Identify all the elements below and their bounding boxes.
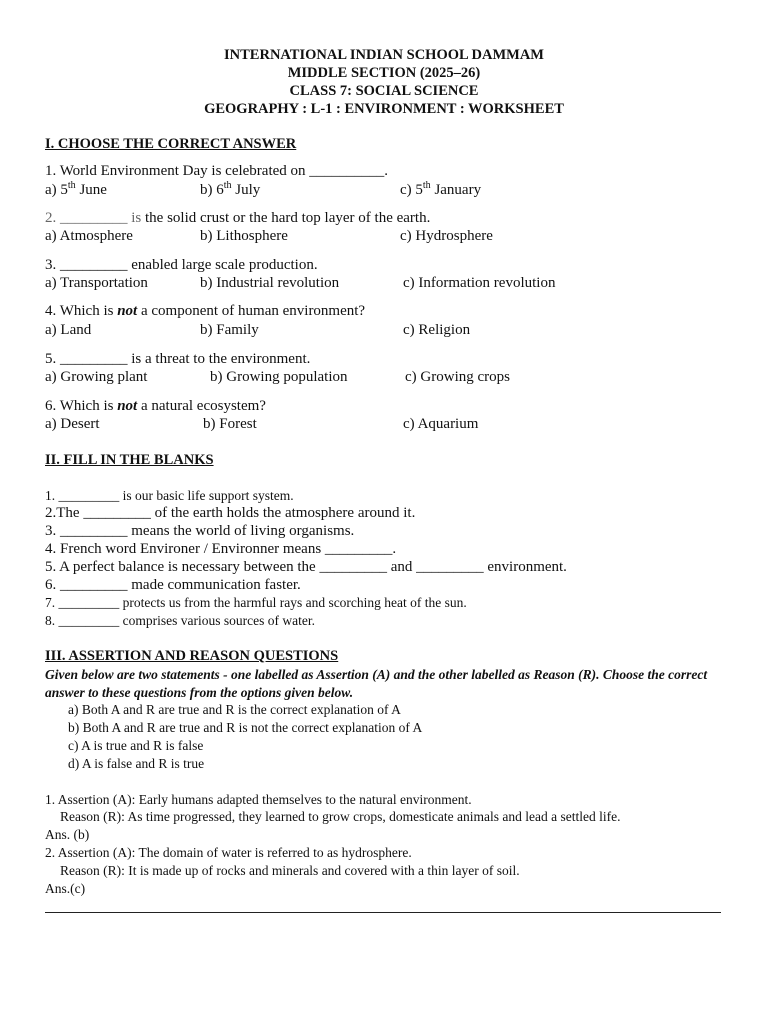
worksheet-header bbox=[0, 46, 768, 118]
subject-title: GEOGRAPHY : L-1 : ENVIRONMENT : WORKSHEET bbox=[204, 101, 564, 117]
q6-option-b: b) Forest bbox=[203, 416, 257, 432]
q3-option-a: a) Transportation bbox=[45, 275, 148, 291]
q4-option-a: a) Land bbox=[45, 322, 92, 338]
ar-q2-answer: Ans.(c) bbox=[45, 881, 86, 896]
q3-option-c: c) Information revolution bbox=[403, 275, 556, 291]
fill-blank-5: 5. A perfect balance is necessary between the _________ and _________ environment. bbox=[45, 559, 567, 575]
q2-option-b: b) Lithosphere bbox=[200, 228, 288, 244]
fill-blank-1: 1. _________ is our basic life support system. bbox=[45, 488, 294, 503]
q6-text: 6. Which is not a natural ecosystem? bbox=[45, 398, 266, 414]
q6-option-a: a) Desert bbox=[45, 416, 100, 432]
ar-option-a: a) Both A and R are true and R is the correct explanation of A bbox=[68, 702, 401, 717]
q3-option-b: b) Industrial revolution bbox=[200, 275, 340, 291]
ar-option-c: c) A is true and R is false bbox=[68, 738, 204, 753]
school-name: INTERNATIONAL INDIAN SCHOOL DAMMAM bbox=[224, 47, 544, 63]
bottom-rule bbox=[45, 912, 721, 913]
ar-q1-reason: Reason (R): As time progressed, they learned to grow crops, domesticate animals and lead a settled life. bbox=[60, 809, 621, 824]
section2-title: II. FILL IN THE BLANKS bbox=[45, 452, 214, 468]
ar-q1-answer: Ans. (b) bbox=[45, 827, 90, 842]
q2-option-a: a) Atmosphere bbox=[45, 228, 133, 244]
fill-blank-3: 3. _________ means the world of living organisms. bbox=[45, 523, 355, 539]
q5-option-a: a) Growing plant bbox=[45, 369, 148, 385]
q5-text: 5. _________ is a threat to the environment. bbox=[45, 351, 311, 367]
fill-blank-2: 2.The _________ of the earth holds the atmosphere around it. bbox=[45, 505, 416, 521]
q4-option-c: c) Religion bbox=[403, 322, 471, 338]
fill-blank-7: 7. _________ protects us from the harmful rays and scorching heat of the sun. bbox=[45, 595, 467, 610]
q3-text: 3. _________ enabled large scale production. bbox=[45, 257, 318, 273]
section3-title: III. ASSERTION AND REASON QUESTIONS bbox=[45, 648, 339, 664]
ar-option-b: b) Both A and R are true and R is not the correct explanation of A bbox=[68, 720, 423, 735]
q1-option-b: b) 6th July bbox=[200, 180, 261, 198]
q1-option-a: a) 5th June bbox=[45, 180, 107, 198]
ar-q2-assertion: 2. Assertion (A): The domain of water is referred to as hydrosphere. bbox=[45, 845, 412, 860]
q6-option-c: c) Aquarium bbox=[403, 416, 479, 432]
q5-option-c: c) Growing crops bbox=[405, 369, 510, 385]
q2-option-c: c) Hydrosphere bbox=[400, 228, 493, 244]
section1-title: I. CHOOSE THE CORRECT ANSWER bbox=[45, 136, 297, 152]
q1-option-c: c) 5th January bbox=[400, 180, 482, 198]
fill-blank-4: 4. French word Environer / Environner means _________. bbox=[45, 541, 397, 557]
class-name: CLASS 7: SOCIAL SCIENCE bbox=[289, 83, 479, 99]
q1-text: 1. World Environment Day is celebrated on __________. bbox=[45, 163, 389, 179]
ar-option-d: d) A is false and R is true bbox=[68, 756, 205, 771]
ar-q1-assertion: 1. Assertion (A): Early humans adapted themselves to the natural environment. bbox=[45, 792, 472, 807]
q4-text: 4. Which is not a component of human environment? bbox=[45, 303, 366, 319]
q5-option-b: b) Growing population bbox=[210, 369, 348, 385]
q2-text: 2. _________ is the solid crust or the hard top layer of the earth. bbox=[45, 210, 431, 226]
assertion-instruction: Given below are two statements - one labelled as Assertion (A) and the other labelled as Reason (R). Choose the correct answer to these questions from the options given below. bbox=[45, 667, 708, 700]
fill-blank-6: 6. _________ made communication faster. bbox=[45, 577, 301, 593]
section-name: MIDDLE SECTION (2025–26) bbox=[287, 65, 481, 81]
ar-q2-reason: Reason (R): It is made up of rocks and minerals and covered with a thin layer of soil. bbox=[60, 863, 520, 878]
fill-blank-8: 8. _________ comprises various sources of water. bbox=[45, 613, 315, 628]
q4-option-b: b) Family bbox=[200, 322, 259, 338]
